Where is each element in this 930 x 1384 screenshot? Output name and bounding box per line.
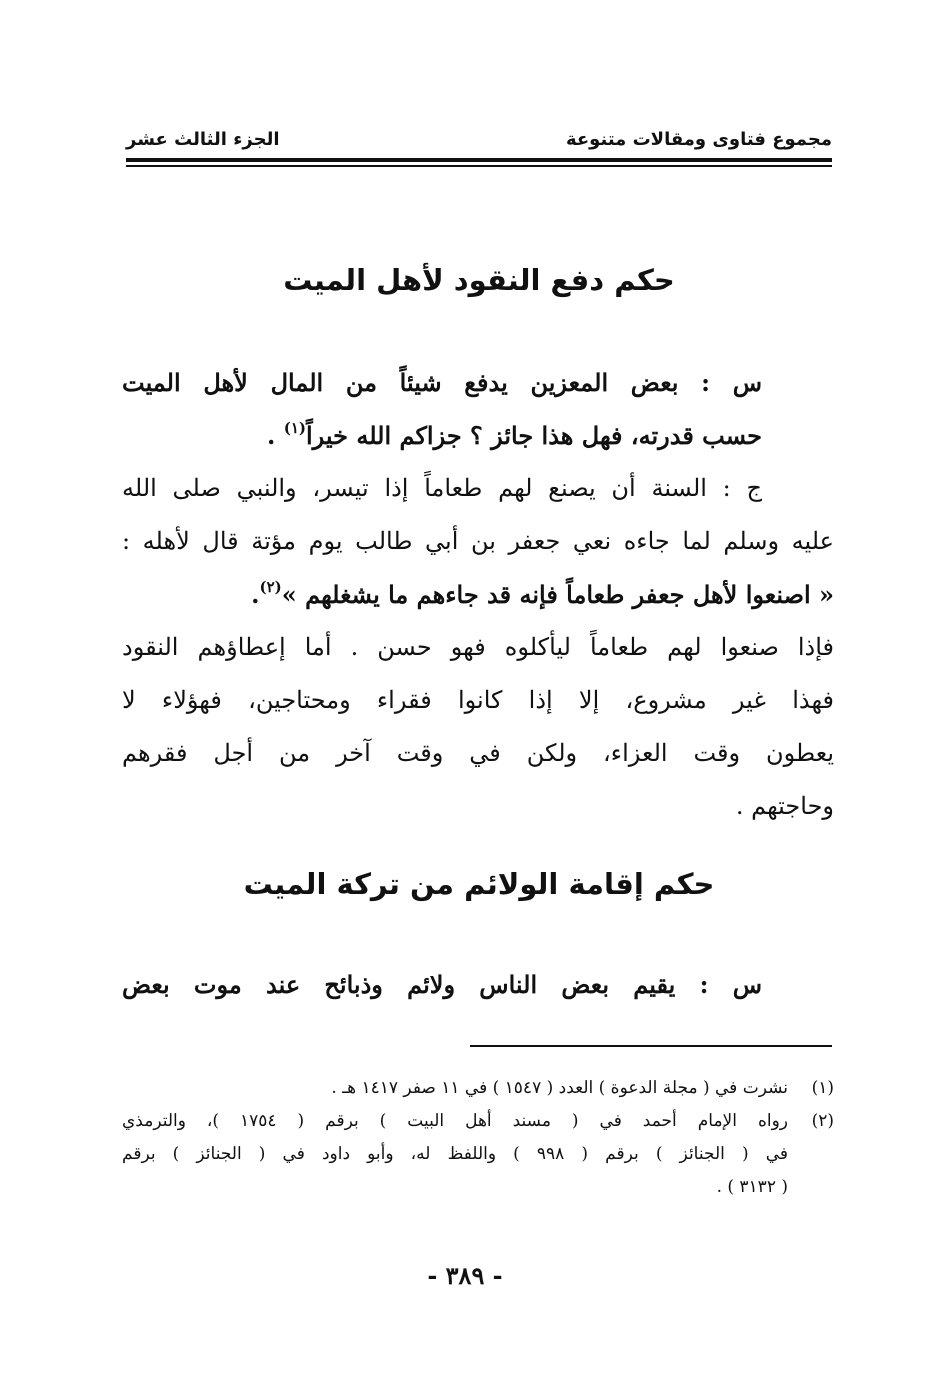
section-title-1: حكم دفع النقود لأهل الميت — [283, 263, 675, 297]
footnote-2-mark: (٢) — [811, 1111, 834, 1131]
answer-1-line-3 — [122, 568, 834, 621]
question-2-line-1: س : يقيم بعض الناس ولائم وذبائح عند موت بعض — [122, 970, 763, 999]
answer-1-line-7: وحاجتهم . — [735, 792, 834, 820]
footnote-1-mark: (١) — [811, 1078, 834, 1098]
answer-1-line-1: ج : السنة أن يصنع لهم طعاماً إذا تيسر، والنبي صلى الله — [122, 474, 762, 502]
header-rule-thick — [126, 158, 832, 162]
page-number: - ٣٨٩ - — [427, 1261, 503, 1290]
question-1 — [122, 356, 834, 462]
question-1-line-1: س : بعض المعزين يدفع شيئاً من المال لأهل الميت — [122, 368, 763, 397]
footnote-ref-1: (١) — [283, 419, 307, 437]
answer-1-line-5: فهذا غير مشروع، إلا إذا كانوا فقراء ومحتاجين، فهؤلاء لا — [122, 686, 834, 714]
hadith-quote-end: . — [251, 580, 260, 609]
answer-1-line-4: فإذا صنعوا لهم طعاماً ليأكلوه فهو حسن . أما إعطاؤهم النقود — [122, 633, 834, 661]
footnote-1-text: نشرت في ( مجلة الدعوة ) العدد ( ١٥٤٧ ) في ١١ صفر ١٤١٧ هـ . — [331, 1078, 788, 1098]
footnote-separator — [470, 1045, 832, 1047]
question-1-line-2 — [122, 409, 834, 462]
footnotes — [122, 1072, 834, 1204]
question-1-end: . — [267, 421, 284, 450]
footnote-2-line-3: ( ٣١٣٢ ) . — [716, 1177, 788, 1197]
question-2 — [122, 958, 834, 1011]
answer-1-line-2: عليه وسلم لما جاءه نعي جعفر بن أبي طالب يوم مؤتة قال لأهله : — [122, 527, 834, 555]
footnote-1 — [122, 1072, 834, 1105]
running-header — [126, 126, 832, 154]
header-volume: الجزء الثالث عشر — [126, 129, 280, 150]
header-book-title: مجموع فتاوى ومقالات متنوعة — [565, 129, 832, 150]
footnote-ref-2: (٢) — [259, 578, 282, 596]
footnote-2-line-2: في ( الجنائز ) برقم ( ٩٩٨ ) واللفظ له، وأبو داود في ( الجنائز ) برقم — [122, 1144, 789, 1164]
answer-1 — [122, 462, 834, 833]
question-1-text: حسب قدرته، فهل هذا جائز ؟ جزاكم الله خيراً — [306, 421, 762, 450]
hadith-quote: « اصنعوا لأهل جعفر طعاماً فإنه قد جاءهم ما يشغلهم » — [281, 580, 834, 609]
header-rule-thin — [126, 165, 832, 167]
answer-1-line-6: يعطون وقت العزاء، ولكن في وقت آخر من أجل فقرهم — [122, 739, 834, 767]
section-title-2: حكم إقامة الولائم من تركة الميت — [243, 867, 715, 901]
footnote-2 — [122, 1105, 834, 1138]
footnote-2-text-1: رواه الإمام أحمد في ( مسند أهل البيت ) برقم ( ١٧٥٤ )، والترمذي — [122, 1111, 788, 1131]
